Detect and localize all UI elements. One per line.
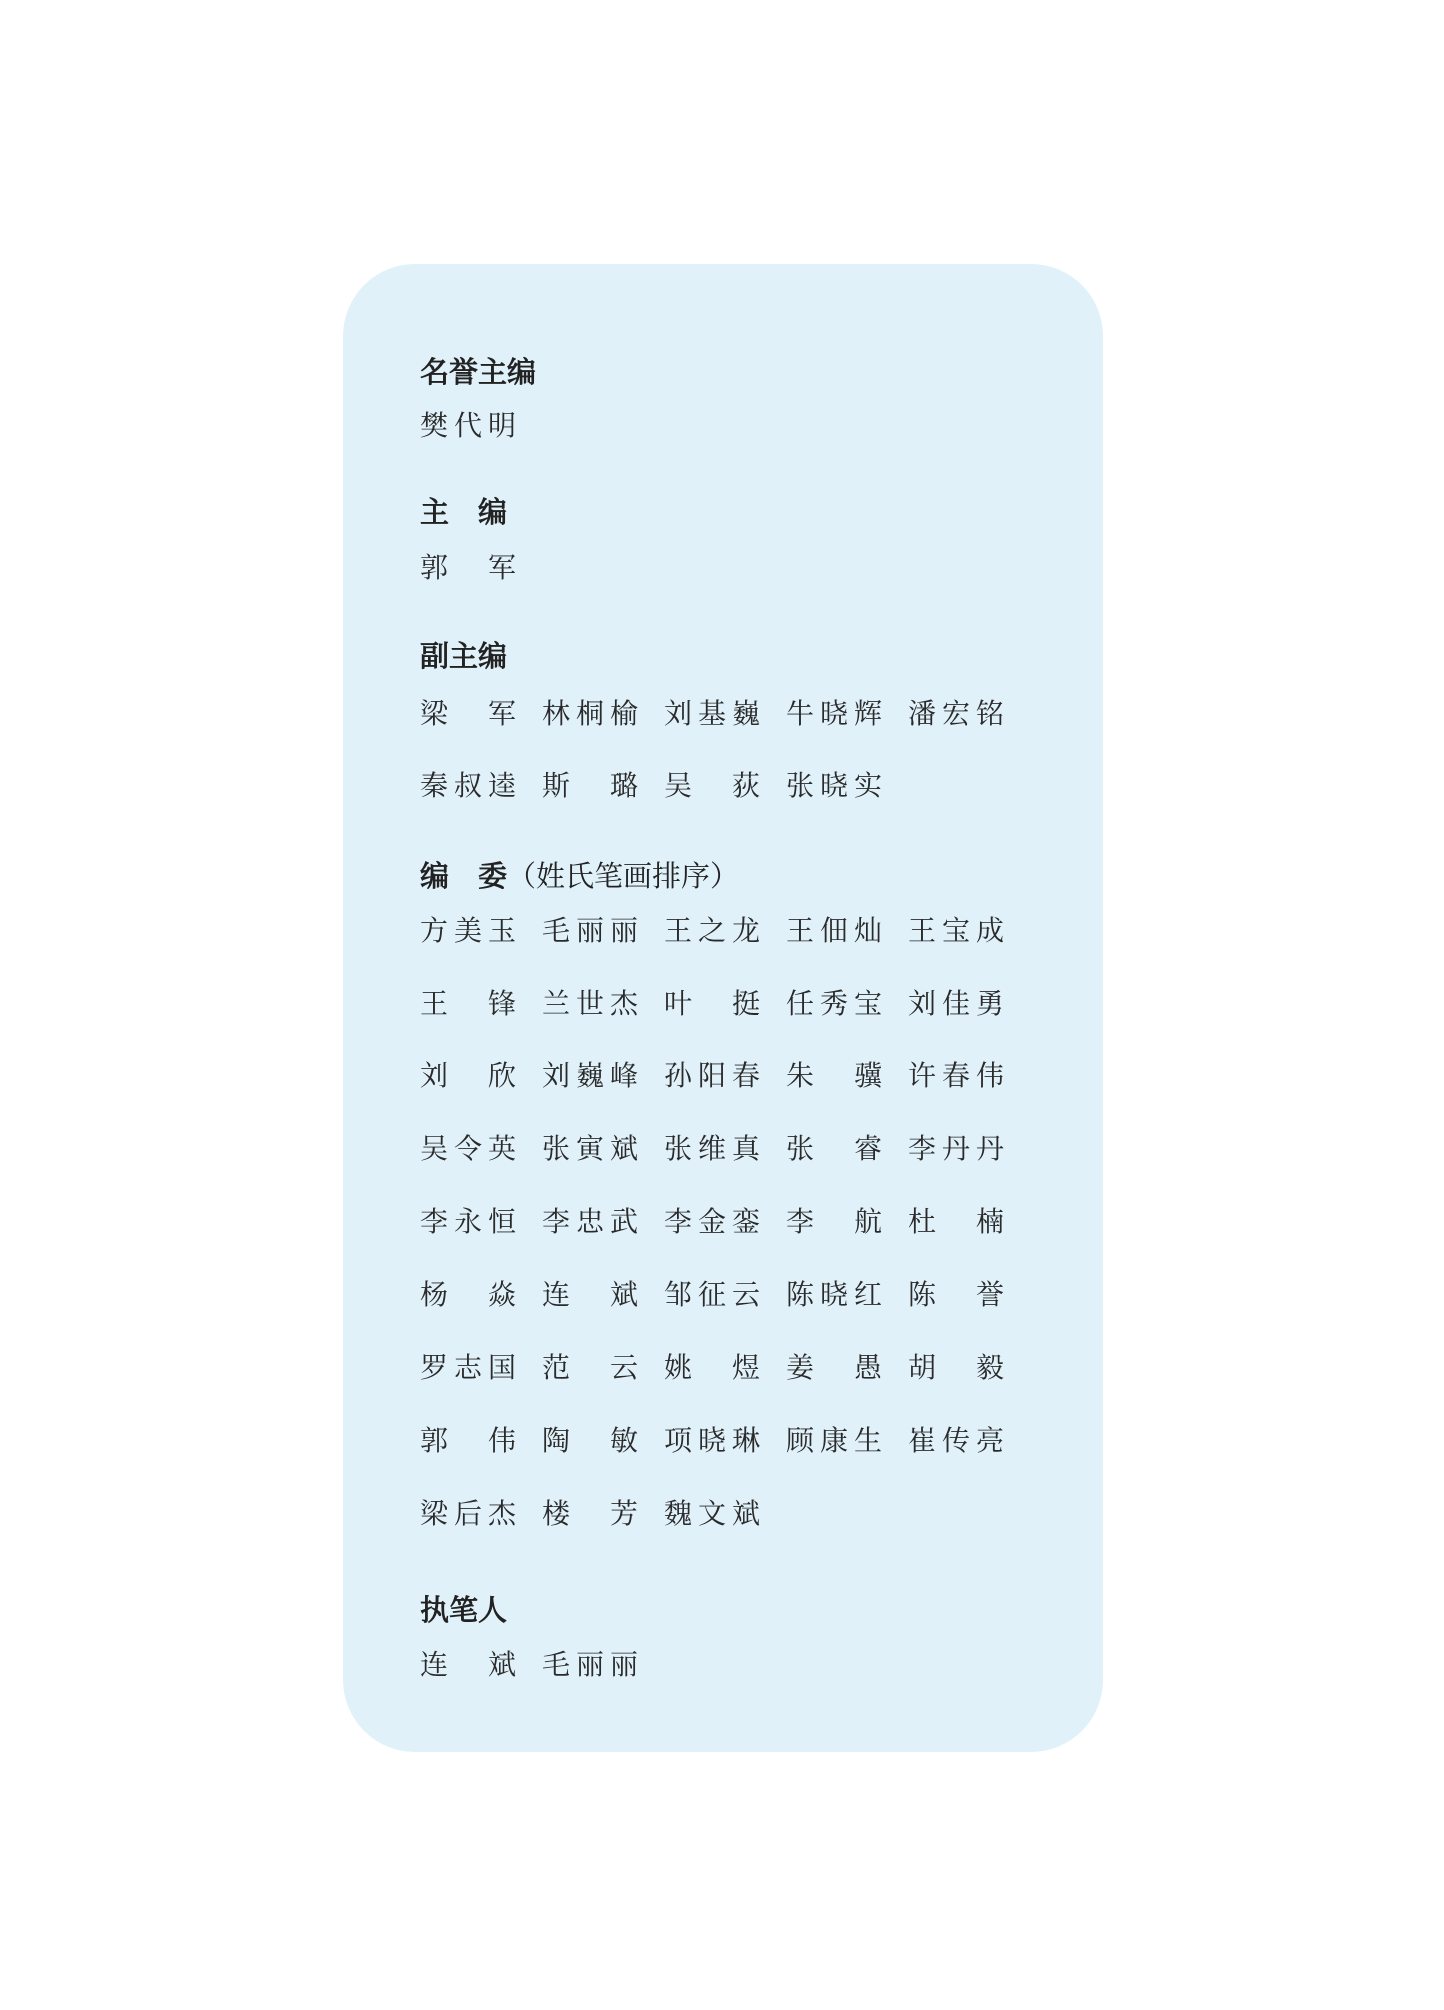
name-row <box>0 984 1444 1024</box>
name-row <box>0 406 1444 446</box>
person-name: 郭 伟 <box>420 1424 516 1457</box>
person-name: 张 维 真 <box>664 1132 760 1165</box>
person-name: 刘 基 巍 <box>664 697 760 730</box>
section-heading <box>420 856 739 896</box>
person-name: 李 航 <box>786 1205 882 1238</box>
person-name: 吴 令 英 <box>420 1132 516 1165</box>
person-name: 王 之 龙 <box>664 914 760 947</box>
person-name: 陈 誉 <box>908 1278 1004 1311</box>
section-heading <box>420 492 507 532</box>
name-row <box>0 694 1444 734</box>
person-name: 方 美 玉 <box>420 914 516 947</box>
name-row <box>0 1275 1444 1315</box>
section-heading <box>420 636 507 676</box>
name-row <box>0 1202 1444 1242</box>
name-row <box>0 548 1444 588</box>
person-name: 毛 丽 丽 <box>542 1648 638 1681</box>
person-name: 陶 敏 <box>542 1424 638 1457</box>
person-name: 叶 挺 <box>664 987 760 1020</box>
person-name: 牛 晓 辉 <box>786 697 882 730</box>
name-row <box>0 1348 1444 1388</box>
person-name: 梁 军 <box>420 697 516 730</box>
person-name: 张 寅 斌 <box>542 1132 638 1165</box>
person-name: 樊 代 明 <box>420 409 516 442</box>
section-title: 名誉主编 <box>420 355 537 389</box>
name-row <box>0 766 1444 806</box>
person-name: 任 秀 宝 <box>786 987 882 1020</box>
person-name: 陈 晓 红 <box>786 1278 882 1311</box>
person-name: 潘 宏 铭 <box>908 697 1004 730</box>
person-name: 李 忠 武 <box>542 1205 638 1238</box>
person-name: 姜 愚 <box>786 1351 882 1384</box>
person-name: 张 晓 实 <box>786 769 882 802</box>
person-name: 吴 荻 <box>664 769 760 802</box>
section-note: （姓氏笔画排序） <box>507 859 740 893</box>
person-name: 刘 佳 勇 <box>908 987 1004 1020</box>
person-name: 邹 征 云 <box>664 1278 760 1311</box>
name-row <box>0 911 1444 951</box>
person-name: 连 斌 <box>542 1278 638 1311</box>
section-heading <box>420 1590 507 1630</box>
person-name: 李 丹 丹 <box>908 1132 1004 1165</box>
name-row <box>0 1494 1444 1534</box>
name-row <box>0 1421 1444 1461</box>
person-name: 梁 后 杰 <box>420 1497 516 1530</box>
person-name: 秦 叔 逵 <box>420 769 516 802</box>
person-name: 魏 文 斌 <box>664 1497 760 1530</box>
person-name: 张 睿 <box>786 1132 882 1165</box>
person-name: 连 斌 <box>420 1648 516 1681</box>
person-name: 林 桐 榆 <box>542 697 638 730</box>
person-name: 兰 世 杰 <box>542 987 638 1020</box>
person-name: 胡 毅 <box>908 1351 1004 1384</box>
person-name: 范 云 <box>542 1351 638 1384</box>
person-name: 刘 欣 <box>420 1059 516 1092</box>
person-name: 毛 丽 丽 <box>542 914 638 947</box>
person-name: 孙 阳 春 <box>664 1059 760 1092</box>
person-name: 崔 传 亮 <box>908 1424 1004 1457</box>
name-row <box>0 1645 1444 1685</box>
person-name: 李 金 銮 <box>664 1205 760 1238</box>
person-name: 项 晓 琳 <box>664 1424 760 1457</box>
section-title: 副主编 <box>420 639 508 673</box>
name-row <box>0 1056 1444 1096</box>
person-name: 郭 军 <box>420 551 516 584</box>
person-name: 许 春 伟 <box>908 1059 1004 1092</box>
person-name: 斯 璐 <box>542 769 638 802</box>
person-name: 刘 巍 峰 <box>542 1059 638 1092</box>
section-title: 编 委 <box>420 859 508 893</box>
person-name: 罗 志 国 <box>420 1351 516 1384</box>
person-name: 王 佃 灿 <box>786 914 882 947</box>
section-heading <box>420 352 536 392</box>
person-name: 楼 芳 <box>542 1497 638 1530</box>
section-title: 执笔人 <box>420 1593 508 1627</box>
person-name: 王 锋 <box>420 987 516 1020</box>
person-name: 王 宝 成 <box>908 914 1004 947</box>
person-name: 杨 焱 <box>420 1278 516 1311</box>
section-title: 主 编 <box>420 495 508 529</box>
person-name: 姚 煜 <box>664 1351 760 1384</box>
name-row <box>0 1129 1444 1169</box>
person-name: 李 永 恒 <box>420 1205 516 1238</box>
person-name: 顾 康 生 <box>786 1424 882 1457</box>
person-name: 杜 楠 <box>908 1205 1004 1238</box>
person-name: 朱 骥 <box>786 1059 882 1092</box>
